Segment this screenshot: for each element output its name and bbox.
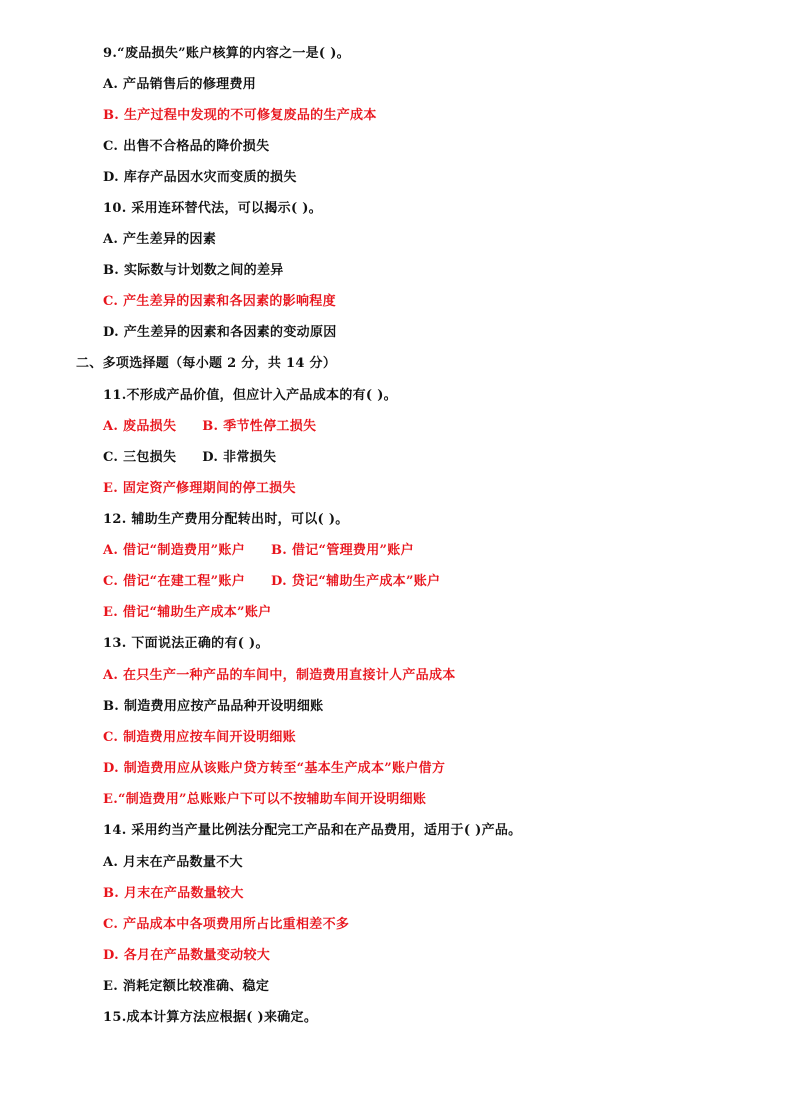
q10-option-b: B. 实际数与计划数之间的差异 [103,263,284,278]
q9-option-d: D. 库存产品因水灾而变质的损失 [103,170,297,185]
q14-option-e: E. 消耗定额比较准确、稳定 [103,979,270,994]
q12-options-ab-answer [103,543,414,559]
q13-option-c-answer: C. 制造费用应按车间开设明细账 [103,730,296,745]
q11-option-b: B. 季节性停工损失 [202,419,317,434]
q13-option-a-answer: A. 在只生产一种产品的车间中，制造费用直接计人产品成本 [103,668,456,683]
q11-option-e-answer: E. 固定资产修理期间的停工损失 [103,481,296,496]
q12-option-e-answer: E. 借记“辅助生产成本”账户 [103,605,272,620]
q14-option-c-answer: C. 产品成本中各项费用所占比重相差不多 [103,917,350,932]
q14-stem: 14. 采用约当产量比例法分配完工产品和在产品费用，适用于( )产品。 [103,823,522,838]
q11-options-ab-answer [103,419,316,435]
q10-option-a: A. 产生差异的因素 [103,232,217,247]
q11-option-a: A. 废品损失 [103,419,177,434]
q12-option-a: A. 借记“制造费用”账户 [103,543,245,558]
q14-option-d-answer: D. 各月在产品数量变动较大 [103,948,271,963]
q9-option-b-answer: B. 生产过程中发现的不可修复废品的生产成本 [103,108,377,123]
q15-stem: 15.成本计算方法应根据( )来确定。 [103,1010,318,1025]
q11-options-cd [103,450,276,466]
q10-option-d: D. 产生差异的因素和各因素的变动原因 [103,325,337,340]
q11-stem: 11.不形成产品价值，但应计入产品成本的有( )。 [103,388,397,403]
q10-option-c-answer: C. 产生差异的因素和各因素的影响程度 [103,294,336,309]
section-heading-multiple-choice: 二、多项选择题（每小题 2 分，共 14 分） [76,356,337,371]
q12-options-cd-answer [103,574,440,590]
q13-option-e-answer: E.“制造费用”总账账户下可以不按辅助车间开设明细账 [103,792,427,807]
q12-option-d: D. 贷记“辅助生产成本”账户 [271,574,441,589]
q12-option-c: C. 借记“在建工程”账户 [103,574,246,589]
q9-option-c: C. 出售不合格品的降价损失 [103,139,270,154]
q9-stem: 9.“废品损失”账户核算的内容之一是( )。 [103,46,350,61]
q13-stem: 13. 下面说法正确的有( )。 [103,636,269,651]
q12-stem: 12. 辅助生产费用分配转出时，可以( )。 [103,512,349,527]
q9-option-a: A. 产品销售后的修理费用 [103,77,257,92]
q10-stem: 10. 采用连环替代法，可以揭示( )。 [103,201,322,216]
q14-option-a: A. 月末在产品数量不大 [103,855,243,870]
q13-option-b: B. 制造费用应按产品品种开设明细账 [103,699,324,714]
q14-option-b-answer: B. 月末在产品数量较大 [103,886,244,901]
q13-option-d-answer: D. 制造费用应从该账户贷方转至“基本生产成本”账户借方 [103,761,446,776]
q11-option-c: C. 三包损失 [103,450,177,465]
q11-option-d: D. 非常损失 [202,450,277,465]
q12-option-b: B. 借记“管理费用”账户 [271,543,414,558]
